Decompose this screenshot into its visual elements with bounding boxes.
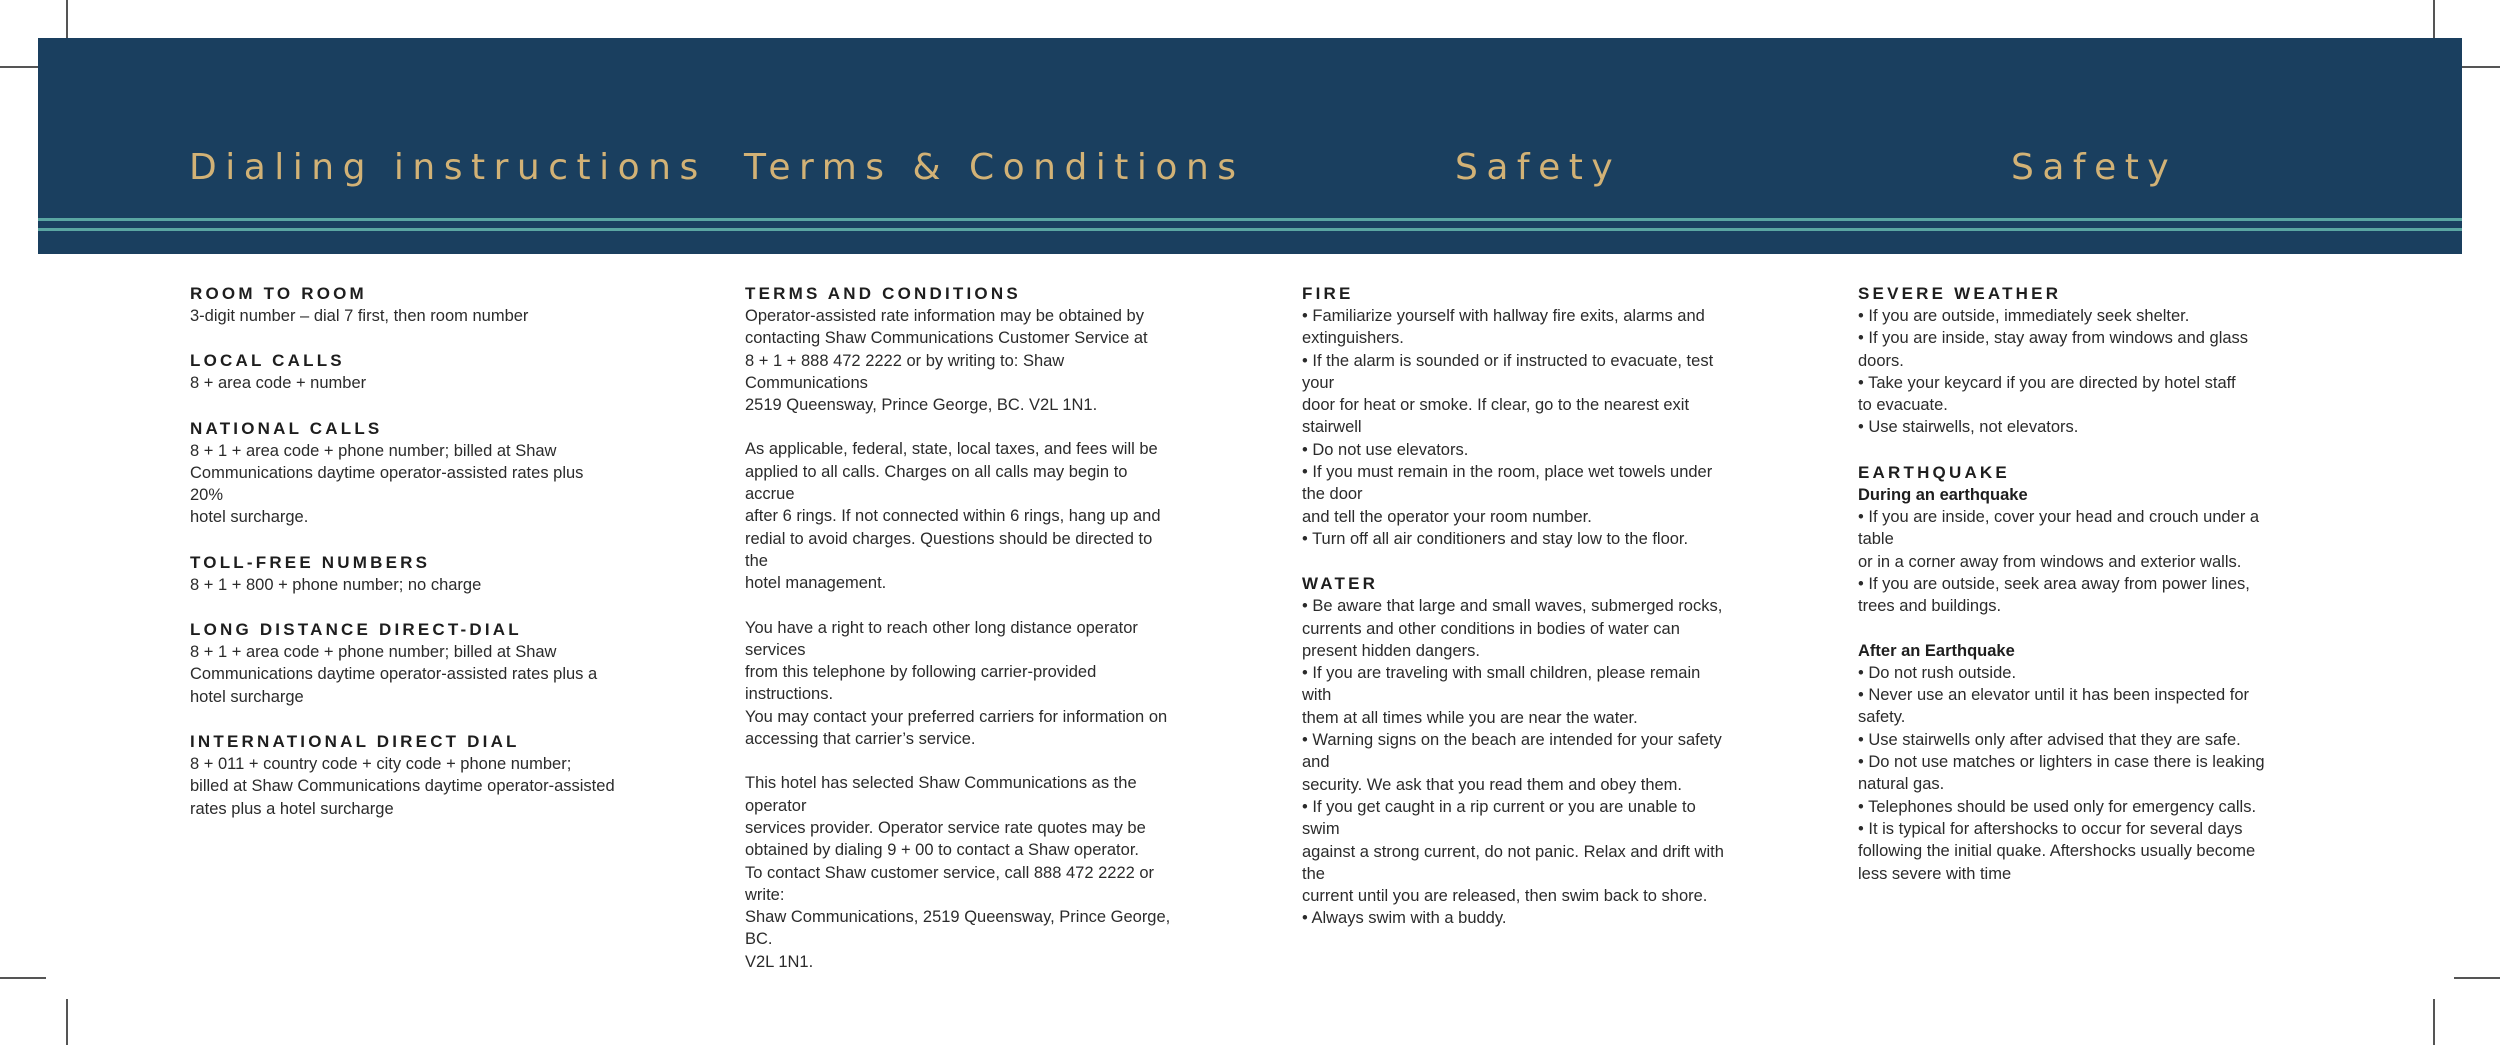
- text-line: less severe with time: [1858, 864, 2012, 883]
- heading-terms: Terms & Conditions: [744, 147, 1245, 188]
- text-line: trees and buildings.: [1858, 597, 2002, 616]
- text-line: accessing that carrier’s service.: [745, 730, 976, 749]
- text-line: • Be aware that large and small waves, submerged rocks,: [1302, 597, 1723, 616]
- text-line: billed at Shaw Communications daytime operator-assisted: [190, 777, 615, 796]
- text-line: • If you are inside, stay away from windows and glass doors.: [1858, 329, 2249, 370]
- text-line: As applicable, federal, state, local taxes, and fees will be: [745, 440, 1158, 459]
- text-line: applied to all calls. Charges on all calls may begin to accrue: [745, 462, 1128, 504]
- text-line: natural gas.: [1858, 775, 1945, 794]
- text-line: • If you are inside, cover your head and crouch under a table: [1858, 508, 2260, 549]
- text-line: • Familiarize yourself with hallway fire exits, alarms and: [1302, 307, 1705, 325]
- section-title: ROOM TO ROOM: [190, 284, 367, 303]
- crop-mark: [0, 977, 46, 979]
- text-line: extinguishers.: [1302, 329, 1404, 348]
- safety-column-1: [1302, 282, 1732, 930]
- text-line: • Take your keycard if you are directed by hotel staff: [1858, 373, 2236, 392]
- text-line: hotel surcharge.: [190, 508, 309, 527]
- text-line: Shaw Communications, 2519 Queensway, Prince George, BC.: [745, 908, 1171, 949]
- text-line: after 6 rings. If not connected within 6 rings, hang up and: [745, 507, 1161, 526]
- text-line: • Use stairwells only after advised that they are safe.: [1858, 730, 2241, 749]
- text-line: • Do not rush outside.: [1858, 663, 2017, 682]
- text-line: current until you are released, then swim back to shore.: [1302, 887, 1708, 906]
- text-line: • If you get caught in a rip current or you are unable to swim: [1302, 797, 1696, 839]
- text-line: to evacuate.: [1858, 396, 1948, 415]
- text-line: • Always swim with a buddy.: [1302, 909, 1507, 928]
- text-line: following the initial quake. Aftershocks usually become: [1858, 842, 2256, 861]
- section-title: LONG DISTANCE DIRECT-DIAL: [190, 620, 522, 640]
- text-line: • If the alarm is sounded or if instructed to evacuate, test your: [1302, 351, 1714, 392]
- text-line: Communications daytime operator-assisted rates plus 20%: [190, 463, 584, 505]
- terms-column: [745, 282, 1175, 973]
- text-line: • If you are traveling with small children, please remain with: [1302, 664, 1701, 705]
- subsection-title: During an earthquake: [1858, 485, 2028, 504]
- text-line: 2519 Queensway, Prince George, BC. V2L 1N1.: [745, 396, 1098, 415]
- crop-mark: [2433, 999, 2435, 1045]
- text-line: Operator-assisted rate information may be obtained by: [745, 307, 1144, 325]
- header-band: [38, 38, 2462, 254]
- section-text: 3-digit number – dial 7 first, then room number: [190, 307, 529, 325]
- stripe: [38, 218, 2462, 221]
- text-line: You may contact your preferred carriers for information on: [745, 707, 1168, 726]
- text-line: • Warning signs on the beach are intended for your safety and: [1302, 731, 1722, 772]
- text-line: and tell the operator your room number.: [1302, 507, 1592, 526]
- section-title: EARTHQUAKE: [1858, 462, 2010, 482]
- text-line: rates plus a hotel surcharge: [190, 799, 394, 818]
- heading-dialing: Dialing instructions: [189, 147, 707, 188]
- text-line: services provider. Operator service rate quotes may be: [745, 818, 1146, 837]
- text-line: currents and other conditions in bodies of water can: [1302, 619, 1680, 638]
- text-line: • Do not use matches or lighters in case there is leaking: [1858, 753, 2265, 772]
- text-line: 8 + 1 + area code + phone number; billed at Shaw: [190, 643, 557, 662]
- section-text: 8 + area code + number: [190, 374, 367, 393]
- text-line: • Do not use elevators.: [1302, 440, 1469, 459]
- text-line: hotel surcharge: [190, 687, 304, 706]
- section-title: SEVERE WEATHER: [1858, 284, 2062, 303]
- text-line: • If you are outside, seek area away from power lines,: [1858, 574, 2250, 593]
- text-line: security. We ask that you read them and obey them.: [1302, 775, 1682, 794]
- safety-column-2: [1858, 282, 2288, 885]
- text-line: You have a right to reach other long distance operator services: [745, 618, 1138, 659]
- text-line: 8 + 1 + 888 472 2222 or by writing to: Shaw Communications: [745, 351, 1065, 392]
- section-title: TOLL-FREE NUMBERS: [190, 552, 431, 572]
- section-text: 8 + 1 + 800 + phone number; no charge: [190, 575, 482, 594]
- text-line: • If you are outside, immediately seek shelter.: [1858, 307, 2190, 325]
- section-title: WATER: [1302, 574, 1379, 594]
- text-line: V2L 1N1.: [745, 952, 814, 971]
- text-line: • Use stairwells, not elevators.: [1858, 418, 2079, 437]
- text-line: obtained by dialing 9 + 00 to contact a Shaw operator.: [745, 841, 1139, 860]
- section-title: NATIONAL CALLS: [190, 418, 383, 438]
- stripe: [38, 228, 2462, 231]
- section-title: FIRE: [1302, 284, 1354, 303]
- text-line: • Turn off all air conditioners and stay low to the floor.: [1302, 529, 1689, 548]
- text-line: or in a corner away from windows and exterior walls.: [1858, 552, 2242, 571]
- text-line: • Never use an elevator until it has been inspected for safety.: [1858, 686, 2250, 727]
- heading-safety-2: Safety: [2011, 147, 2178, 188]
- text-line: redial to avoid charges. Questions should be directed to the: [745, 529, 1153, 570]
- text-line: This hotel has selected Shaw Communications as the operator: [745, 774, 1137, 815]
- dialing-column: [190, 282, 620, 820]
- crop-mark: [2454, 977, 2500, 979]
- section-title: INTERNATIONAL DIRECT DIAL: [190, 731, 520, 751]
- text-line: contacting Shaw Communications Customer Service at: [745, 329, 1148, 348]
- subsection-title: After an Earthquake: [1858, 641, 2015, 660]
- text-line: To contact Shaw customer service, call 888 472 2222 or write:: [745, 863, 1155, 904]
- text-line: 8 + 011 + country code + city code + phone number;: [190, 754, 572, 773]
- text-line: door for heat or smoke. If clear, go to the nearest exit stairwell: [1302, 396, 1690, 437]
- section-title: LOCAL CALLS: [190, 351, 345, 371]
- text-line: • Telephones should be used only for emergency calls.: [1858, 797, 2257, 816]
- text-line: against a strong current, do not panic. Relax and drift with the: [1302, 842, 1724, 883]
- text-line: • If you must remain in the room, place wet towels under the door: [1302, 463, 1713, 504]
- text-line: hotel management.: [745, 574, 887, 593]
- text-line: present hidden dangers.: [1302, 641, 1480, 660]
- section-title: TERMS AND CONDITIONS: [745, 284, 1021, 303]
- text-line: Communications daytime operator-assisted rates plus a: [190, 665, 598, 684]
- text-line: • It is typical for aftershocks to occur for several days: [1858, 819, 2243, 838]
- heading-safety-1: Safety: [1455, 147, 1622, 188]
- text-line: 8 + 1 + area code + phone number; billed at Shaw: [190, 441, 557, 460]
- text-line: them at all times while you are near the water.: [1302, 708, 1638, 727]
- text-line: from this telephone by following carrier-provided instructions.: [745, 663, 1097, 704]
- crop-mark: [66, 999, 68, 1045]
